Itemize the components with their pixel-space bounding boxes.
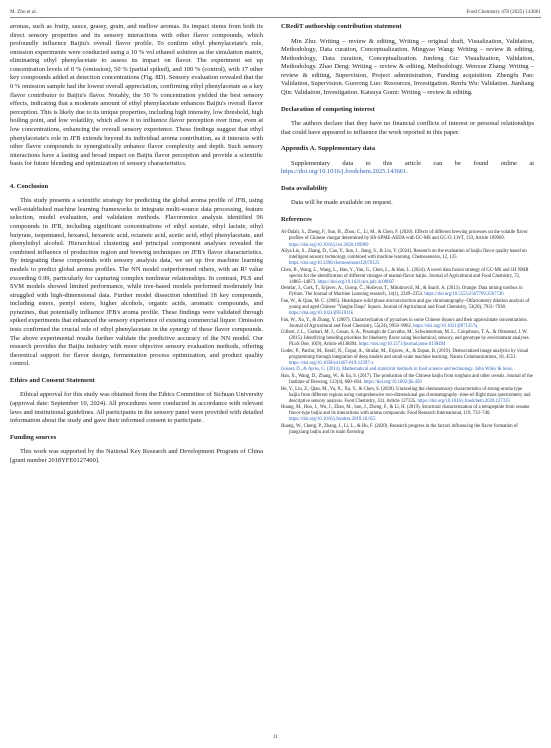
reference-doi-link[interactable]: https://doi.org/10.1038/s41467-019-12397-x xyxy=(289,360,374,366)
reference-item xyxy=(281,367,534,373)
heading-data-availability: Data availability xyxy=(281,184,328,192)
reference-doi-link[interactable]: https://doi.org/10.5555/2567709.2567736 xyxy=(424,292,504,298)
running-header-authors: M. Zhu et al. xyxy=(10,9,37,15)
reference-doi-link[interactable]: https://doi.org/10.1371/journal.pone.0138494 xyxy=(358,342,446,348)
reference-item: Fan, W., Xu, Y., & Zhang, Y. (2007). Characterization of pyrazines in some Chinese liquors and their approximate concentrations. Journal of Agricultural and Food Chemistry, 55(24), 9956–9962. https://doi.org/10.1021/jf071357q xyxy=(281,317,528,329)
reference-doi-link[interactable]: https://doi.org/10.1016/j.foodres.2018.10.055 xyxy=(289,417,376,423)
heading-ethics: Ethics and Consent Statement xyxy=(10,376,95,384)
reference-item: Chen, B., Wang, L., Wang, L., Han, Y., Yan, G., Chen, L., & Han, L. (2024). A novel data fusion strategy of GC-MS and 1H NMR spectra for the identification of different vintages of maotai-flavor baijiu. Journal of Agricultural and Food Chemistry, 72, 14865–14873. https://doi.org/10.1021/acs.jafc.4c00607 xyxy=(281,267,529,285)
reference-list xyxy=(281,230,534,436)
paragraph-funding: This work was supported by the National Key Research and Development Program of China [grant number 2018YFE0127400]. xyxy=(10,448,263,464)
appendix-text: Supplementary data to this article can be found online at xyxy=(291,159,534,167)
reference-doi-link[interactable]: https://doi.org/10.1021/acs.jafc.4c00607 xyxy=(317,279,395,285)
reference-doi-link[interactable]: https://doi.org/10.1002/jib.450 xyxy=(363,380,422,386)
reference-doi-link[interactable]: https://doi.org/10.1016/j.lwt.2020.109969 xyxy=(289,242,369,248)
reference-item: Han, X., Wang, D., Zhang, W., & Jia, S. (2017). The production of the Chinese baijiu from sorghum and other cereals. Journal of the Institute of Brewing, 123(4), 600–604. https://doi.org/10.1002/jib.450 xyxy=(281,374,533,386)
reference-doi-link[interactable]: https://doi.org/10.1016/j.foodchem.2020.127335 xyxy=(417,398,510,404)
reference-doi-link[interactable]: https://doi.org/10.1021/jf051011k xyxy=(289,311,354,317)
heading-appendix: Appendix A. Supplementary data xyxy=(281,145,376,153)
reference-item: Gilbert, J. L., Guthart, M. J., Gezan, S. A., Pisaroglo de Carvalho, M., Schwieterman, M. L., Colquhoun, T. A., & Olmstead, J. W. (2015). Identifying breeding priorities for blueberry flavor using biochemical, sensory, and genotype by environment analyses. PLoS One, 10(9), Article e0138494. https://doi.org/10.1371/journal.pone.0138494 xyxy=(281,330,530,348)
heading-conclusion: 4. Conclusion xyxy=(10,182,49,190)
reference-item: Huang, W., Cheng, P., Zhang, J., Li, L., & Hu, F. (2020). Research progress in the factors influencing the flavor formation of jiangxiang baijiu and its main flavoring xyxy=(281,423,518,435)
heading-competing-interest: Declaration of competing interest xyxy=(281,105,375,113)
paragraph-conclusion: This study presents a scientific strategy for predicting the global aroma profile of JFB, using well-established machine learning frameworks to integrate multi-source data processing, feature selection, model evaluation, and validation methods. Flavoromics analysis identified 96 compounds in JFB, including significant concentrations of ethyl acetate, ethyl lactate, ethyl butyrate, isopentanol, hexanol, hexanoic acid, octanoic acid, acetic acid, ethyl phenylacetate, and phenylethyl alcohol. Hierarchical clustering and principal component analyses revealed the combined influence of production region and brewing techniques on JFB's flavor characteristics. By integrating these compounds with sensory analysis data, we set up five machine learning models to predict global aroma profiles. The NN model outperformed others, with an R² value exceeding 0.99, particularly for capturing complex nonlinear relationships. In contrast, PLS and SVM models showed limited performance, while tree-based models performed moderately but struggled with high-dimensional data. Further model dissection identified 18 key compounds, including esters, pentyl esters, higher alcohols, organic acids, aromatic compounds, and pyrazines, that potentially influence JFB's aroma profile. These findings were validated through spiked experiments that enhanced the sensory experience of existing commercial liquor. Omission tests confirmed the crucial role of ethyl phenylacetate in the synergy of these flavor compounds. The above experimental results further validate the predictive accuracy of the NN model. Our research provides the Baijiu industry with more objective sensory evaluation methods, offering theoretical support for flavor design, fermentation process optimization, and product quality control. xyxy=(10,197,263,368)
paragraph-ethics: Ethical approval for this study was obtained from the Ethics Committee of Sichuan University (approval date: September 10, 2024). All procedures were conducted in accordance with relevant laws and institutional guidelines. All participants in the sensory panel were provided with detailed information about the study and gave their informed consent to participate. xyxy=(10,391,263,425)
paragraph-competing-interest: The authors declare that they have no financial conflicts of interest or personal relationships that could have appeared to influence the work reported in this paper. xyxy=(281,120,534,136)
heading-references: References xyxy=(281,215,312,223)
heading-funding: Funding sources xyxy=(10,433,57,441)
reference-item: Godec, P., Pančur, M., Ilenič, N., Čopar, A., Stražar, M., Erjavec, A., & Zupan, B. (2019). Democratized image analytics by visual programming through integration of deep models and small-scale machine learning. Nature Communications, 10, 4551. https://doi.org/10.1038/s41467-019-12397-x xyxy=(281,348,529,366)
reference-item: Aliya Liu, S., Zhang, D., Cao, Y., Sun, J., Jiang, S., & Liu, Y. (2024). Research on the evaluation of baijiu flavor quality based on intelligent sensory technology combined with machine learning. Chemosensors, 12, 125. https://doi.org/10.3390/chemosensors12070125 xyxy=(281,249,527,267)
reference-item: Al-Dalali, S., Zheng, F., Sun, B., Zhou, C., Li, M., & Chen, F. (2020). Effects of different brewing processes on the volatile flavor profiles of Chinese vinegar determined by HS-SPME-AEDA with GC-MS and GC-O. LWT, 133, Article 109969. https://doi.org/10.1016/j.lwt.2020.109969 xyxy=(281,230,528,248)
paragraph-ethyl-phenylacetate: aromas, such as fruity, sauce, grassy, grain, and mellow aromas. Its impact stems from both its direct sensory properties and its sensory interactions with other flavor compounds, which profoundly influence Baijiu's overall flavor profile. To confirm ethyl phenylacetate's role, omission experiments were conducted using a 10 % vol ethanol solution as the simulation matrix, eliminating ethyl phenylacetate to assess its impact on flavor. The experiment set up concentration levels of 0 % (omission), 50 % (partial spiked), and 100 % (control), with 17 other key compounds added at detection concentrations (Fig. 8D). Sensory evaluation revealed that the 0 % omission sample had the lowest overall appreciation, confirming ethyl phenylacetate as a key flavor contributor to Baijiu's flavor. Notably, the 50 % concentration yielded the best sensory effects, indicating that a moderate amount of ethyl phenylacetate enhances Baijiu's overall flavor perception. This is likely due to its unique properties, including high intensity, low threshold, high boiling point, and low volatility, which allow it to influence flavor perception over time, even at low concentrations, enhancing the overall sensory experience. These findings suggest that ethyl phenylacetate's role in JFB extends beyond its individual aroma contribution, as it interacts with other flavor compounds to synergistically enhance flavor complexity and depth. Such sensory interactions have a lasting and broad impact on Baijiu flavor perception and provide a scientific basis for future blending and optimization of sensory characteristics. xyxy=(10,23,263,168)
reference-item: He, Y., Liu, Z., Qian, M., Yu, X., Xu, Y., & Chen, S. (2020). Unraveling the chemosensory characteristics of strong-aroma type baijiu from different regions using comprehensive two-dimensional gas chromatography−time-of-flight mass spectrometry and descriptive sensory analysis. Food Chemistry, 331, Article 127335. https://doi.org/10.1016/j.foodchem.2020.127335 xyxy=(281,386,531,404)
reference-doi-link[interactable]: https://doi.org/10.1021/jf071357q xyxy=(413,323,478,329)
right-column xyxy=(281,23,534,436)
running-header-journal: Food Chemistry 478 (2025) 143661 xyxy=(466,9,541,15)
reference-item: Demšar, J., Curk, T., Erjavec, A., Gorup, Č., Hočevar, T., Milutinovič, M., & Starič, A. (2013). Orange: Data mining toolbox in Python. The Journal of Machine Learning research, 14(1), 2349–2353. https://doi.org/10.5555/2567709.2567736 xyxy=(281,286,523,298)
reference-book-link[interactable]: Gosset, D., & Ayres, G. (2014). Mathematical and statistical methods in food science and technology. John Wiley & Sons. xyxy=(281,367,513,373)
reference-item: Fan, W., & Qian, M. C. (2005). Headspace solid phase microextraction and gas chromatography−Olfactometry dilution analysis of young and aged Chinese "Yanghe Daqu" liquors. Journal of Agricultural and Food Chemistry, 53(20), 7931–7938. https://doi.org/10.1021/jf051011k xyxy=(281,298,530,317)
heading-credit: CRediT authorship contribution statement xyxy=(281,23,402,30)
left-column xyxy=(10,23,263,465)
page-number: 11 xyxy=(272,734,279,740)
reference-doi-link[interactable]: https://doi.org/10.3390/chemosensors12070125 xyxy=(289,261,380,267)
reference-item: Huang, M., Huo, J., Wu, J., Zhao, M., Sun, J., Zheng, F., & Li, H. (2019). Structural characterization of a tetrapeptide from sesame flavor-type baijiu and its interactions with aroma compounds. Food Research International, 119, 733–740. https://doi.org/10.1016/j.foodres.2018.10.055 xyxy=(281,405,530,423)
paragraph-appendix: Supplementary data to this article can be found online at https://doi.org/10.1016/j.foodchem.2025.143661. xyxy=(281,159,534,176)
header-rule xyxy=(10,17,541,18)
paragraph-credit: Min Zhu: Writing – review & editing, Writing – original draft, Visualization, Validation, Methodology, Data curation, Conceptualization. Mingyao Wang: Writing – review & editing, Methodology, Data curation, Conceptualization. Junfeng Gu: Visualization, Validation, Methodology. Zhao Deng: Writing – review & editing, Methodology. Wenxue Zhang: Writing – review & editing, Supervision, Project administration, Funding acquisition. Zhengfu Pan: Validation, Supervision. Guorong Luo: Resources, Investigation. Renfu Wu: Validation. Jianliang Qin: Validation, Investigation. Katsuya Gomi: Writing – review & editing. xyxy=(281,37,534,96)
supplementary-data-link[interactable]: https://doi.org/10.1016/j.foodchem.2025.143661 xyxy=(281,168,407,176)
paragraph-data-availability: Data will be made available on request. xyxy=(291,199,393,207)
